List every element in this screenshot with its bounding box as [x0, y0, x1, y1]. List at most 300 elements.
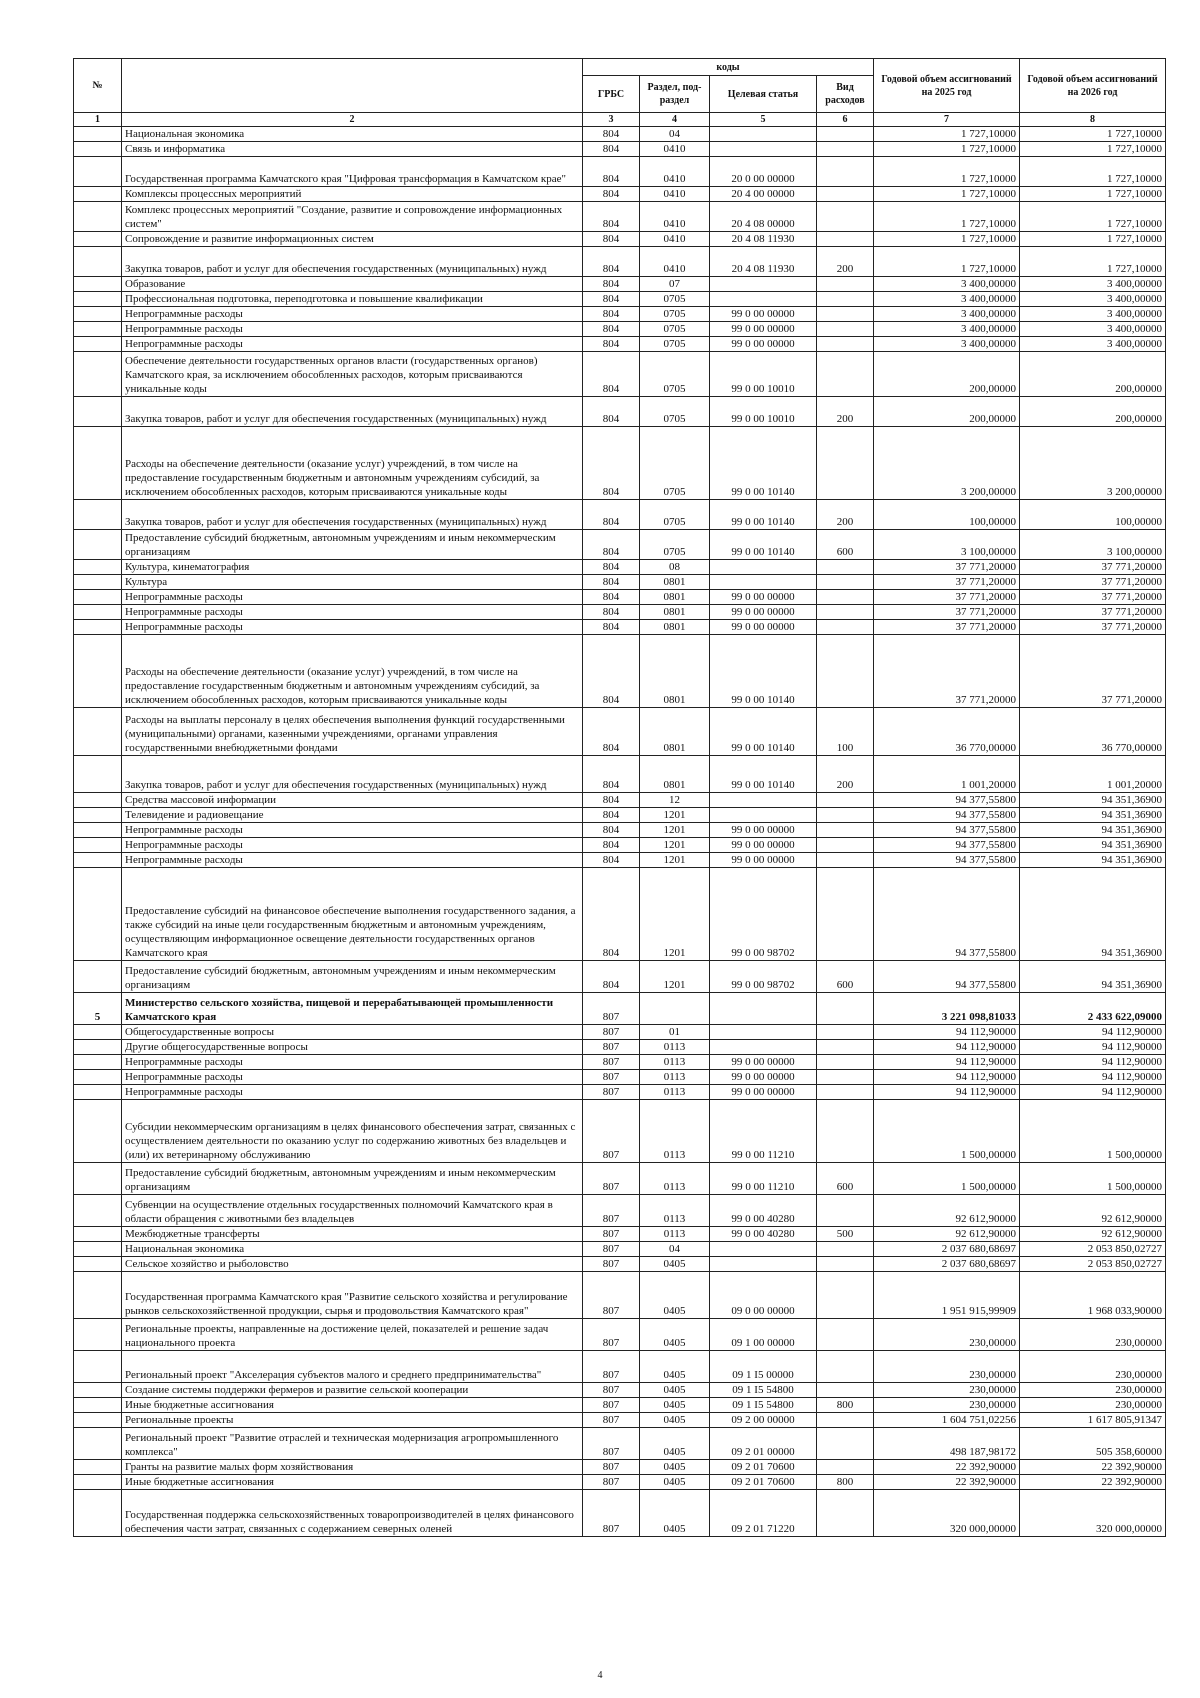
row-amount-2026: 2 053 850,02727 — [1020, 1257, 1166, 1272]
row-razdel: 0705 — [640, 292, 710, 307]
row-number — [74, 322, 122, 337]
table-row — [74, 620, 1166, 635]
row-name: Иные бюджетные ассигнования — [122, 1475, 583, 1490]
table-row — [74, 277, 1166, 292]
row-amount-2026: 1 727,10000 — [1020, 247, 1166, 277]
row-amount-2026: 2 053 850,02727 — [1020, 1242, 1166, 1257]
row-razdel: 1201 — [640, 868, 710, 961]
row-amount-2026: 1 727,10000 — [1020, 232, 1166, 247]
table-row — [74, 530, 1166, 560]
row-expense-type — [817, 322, 874, 337]
row-grbs: 804 — [583, 127, 640, 142]
table-row — [74, 352, 1166, 397]
row-number — [74, 808, 122, 823]
row-razdel: 01 — [640, 1025, 710, 1040]
col-number: 6 — [817, 113, 874, 127]
table-row — [74, 1383, 1166, 1398]
row-amount-2025: 3 400,00000 — [874, 292, 1020, 307]
row-name: Непрограммные расходы — [122, 307, 583, 322]
row-amount-2026: 94 351,36900 — [1020, 961, 1166, 993]
row-razdel: 1201 — [640, 961, 710, 993]
row-grbs: 807 — [583, 1490, 640, 1537]
row-amount-2026: 200,00000 — [1020, 352, 1166, 397]
row-amount-2026: 1 968 033,90000 — [1020, 1272, 1166, 1319]
row-expense-type: 800 — [817, 1398, 874, 1413]
row-amount-2025: 3 400,00000 — [874, 322, 1020, 337]
row-grbs: 804 — [583, 560, 640, 575]
row-grbs: 804 — [583, 530, 640, 560]
col-number: 3 — [583, 113, 640, 127]
row-number — [74, 1100, 122, 1163]
row-amount-2026: 505 358,60000 — [1020, 1428, 1166, 1460]
table-row — [74, 793, 1166, 808]
row-grbs: 804 — [583, 232, 640, 247]
row-grbs: 807 — [583, 1413, 640, 1428]
row-grbs: 804 — [583, 793, 640, 808]
row-razdel: 0705 — [640, 530, 710, 560]
row-name: Непрограммные расходы — [122, 1085, 583, 1100]
row-grbs: 807 — [583, 1070, 640, 1085]
row-name: Закупка товаров, работ и услуг для обеспечения государственных (муниципальных) нужд — [122, 247, 583, 277]
table-row — [74, 756, 1166, 793]
row-razdel: 0801 — [640, 620, 710, 635]
table-row — [74, 127, 1166, 142]
row-target — [710, 1242, 817, 1257]
row-grbs: 807 — [583, 1460, 640, 1475]
table-row — [74, 590, 1166, 605]
row-name: Государственная программа Камчатского края "Цифровая трансформация в Камчатском крае" — [122, 157, 583, 187]
row-grbs: 804 — [583, 277, 640, 292]
row-razdel: 08 — [640, 560, 710, 575]
row-name: Расходы на обеспечение деятельности (оказание услуг) учреждений, в том числе на предоставление государственным бюджетным и автономным учреждениям субсидий, за исключением обособленных расходов, которым присваиваются уникальные коды — [122, 635, 583, 708]
row-grbs: 807 — [583, 1319, 640, 1351]
row-expense-type — [817, 993, 874, 1025]
row-amount-2025: 200,00000 — [874, 397, 1020, 427]
row-target — [710, 142, 817, 157]
row-target — [710, 127, 817, 142]
row-number — [74, 575, 122, 590]
row-expense-type: 500 — [817, 1227, 874, 1242]
page-number: 4 — [597, 1670, 603, 1681]
row-name: Предоставление субсидий на финансовое обеспечение выполнения государственного задания, а также субсидий на иные цели государственным бюджетным и автономным учреждениям, осуществляющим информационное освещение деятельности государственных органов Камчатского края — [122, 868, 583, 961]
row-amount-2025: 94 377,55800 — [874, 793, 1020, 808]
row-razdel: 0405 — [640, 1428, 710, 1460]
row-grbs: 807 — [583, 1055, 640, 1070]
row-razdel: 0801 — [640, 756, 710, 793]
row-target: 99 0 00 00000 — [710, 590, 817, 605]
row-amount-2025: 1 727,10000 — [874, 202, 1020, 232]
row-name: Межбюджетные трансферты — [122, 1227, 583, 1242]
row-amount-2026: 100,00000 — [1020, 500, 1166, 530]
row-number — [74, 635, 122, 708]
row-expense-type — [817, 590, 874, 605]
row-number — [74, 397, 122, 427]
row-amount-2026: 320 000,00000 — [1020, 1490, 1166, 1537]
row-razdel: 12 — [640, 793, 710, 808]
row-number — [74, 1475, 122, 1490]
row-amount-2026: 94 112,90000 — [1020, 1025, 1166, 1040]
row-amount-2026: 94 112,90000 — [1020, 1070, 1166, 1085]
row-amount-2026: 3 400,00000 — [1020, 307, 1166, 322]
row-expense-type — [817, 1100, 874, 1163]
table-row — [74, 838, 1166, 853]
row-target — [710, 793, 817, 808]
row-grbs: 804 — [583, 397, 640, 427]
row-razdel — [640, 993, 710, 1025]
row-amount-2026: 92 612,90000 — [1020, 1195, 1166, 1227]
row-name: Государственная поддержка сельскохозяйственных товаропроизводителей в целях финансового обеспечения части затрат, связанных с содержанием северных оленей — [122, 1490, 583, 1537]
row-expense-type — [817, 1070, 874, 1085]
row-amount-2025: 2 037 680,68697 — [874, 1257, 1020, 1272]
table-body — [74, 127, 1166, 1537]
row-name: Министерство сельского хозяйства, пищевой и перерабатывающей промышленности Камчатского края — [122, 993, 583, 1025]
row-target: 99 0 00 00000 — [710, 1070, 817, 1085]
row-name: Непрограммные расходы — [122, 590, 583, 605]
row-razdel: 04 — [640, 127, 710, 142]
row-amount-2026: 3 400,00000 — [1020, 277, 1166, 292]
row-razdel: 0705 — [640, 500, 710, 530]
row-grbs: 807 — [583, 1351, 640, 1383]
row-target: 99 0 00 00000 — [710, 1055, 817, 1070]
row-amount-2026: 230,00000 — [1020, 1383, 1166, 1398]
row-amount-2025: 3 221 098,81033 — [874, 993, 1020, 1025]
row-amount-2025: 94 112,90000 — [874, 1040, 1020, 1055]
table-row — [74, 202, 1166, 232]
table-row — [74, 708, 1166, 756]
row-name: Региональные проекты — [122, 1413, 583, 1428]
row-amount-2025: 37 771,20000 — [874, 575, 1020, 590]
row-number — [74, 1070, 122, 1085]
row-expense-type — [817, 1055, 874, 1070]
row-amount-2025: 1 727,10000 — [874, 187, 1020, 202]
table-row — [74, 635, 1166, 708]
row-grbs: 804 — [583, 605, 640, 620]
row-target — [710, 1040, 817, 1055]
row-amount-2025: 1 604 751,02256 — [874, 1413, 1020, 1428]
row-expense-type: 100 — [817, 708, 874, 756]
table-row — [74, 1475, 1166, 1490]
row-amount-2025: 1 500,00000 — [874, 1100, 1020, 1163]
row-amount-2026: 1 727,10000 — [1020, 157, 1166, 187]
row-expense-type — [817, 352, 874, 397]
row-name: Закупка товаров, работ и услуг для обеспечения государственных (муниципальных) нужд — [122, 756, 583, 793]
row-razdel: 1201 — [640, 823, 710, 838]
row-number — [74, 1055, 122, 1070]
table-row — [74, 1040, 1166, 1055]
row-razdel: 0801 — [640, 605, 710, 620]
row-target — [710, 993, 817, 1025]
row-number — [74, 1040, 122, 1055]
row-amount-2025: 94 377,55800 — [874, 853, 1020, 868]
row-expense-type: 600 — [817, 961, 874, 993]
row-amount-2025: 37 771,20000 — [874, 560, 1020, 575]
row-razdel: 0405 — [640, 1475, 710, 1490]
row-amount-2026: 22 392,90000 — [1020, 1475, 1166, 1490]
row-name: Закупка товаров, работ и услуг для обеспечения государственных (муниципальных) нужд — [122, 500, 583, 530]
row-grbs: 807 — [583, 1398, 640, 1413]
col-header-grbs: ГРБС — [583, 76, 640, 113]
row-grbs: 804 — [583, 853, 640, 868]
row-amount-2025: 3 100,00000 — [874, 530, 1020, 560]
row-razdel: 0113 — [640, 1040, 710, 1055]
row-grbs: 804 — [583, 187, 640, 202]
row-name: Непрограммные расходы — [122, 853, 583, 868]
row-expense-type — [817, 427, 874, 500]
row-amount-2025: 1 727,10000 — [874, 127, 1020, 142]
row-number — [74, 232, 122, 247]
row-razdel: 0113 — [640, 1163, 710, 1195]
row-amount-2026: 1 617 805,91347 — [1020, 1413, 1166, 1428]
row-grbs: 807 — [583, 1475, 640, 1490]
row-number — [74, 1460, 122, 1475]
row-grbs: 804 — [583, 157, 640, 187]
row-target: 99 0 00 40280 — [710, 1195, 817, 1227]
row-amount-2025: 200,00000 — [874, 352, 1020, 397]
row-amount-2025: 1 001,20000 — [874, 756, 1020, 793]
row-target: 99 0 00 00000 — [710, 853, 817, 868]
row-amount-2025: 230,00000 — [874, 1351, 1020, 1383]
row-razdel: 0405 — [640, 1460, 710, 1475]
table-row — [74, 1428, 1166, 1460]
row-expense-type — [817, 1383, 874, 1398]
table-row — [74, 337, 1166, 352]
row-target: 99 0 00 00000 — [710, 322, 817, 337]
table-header — [74, 59, 1166, 127]
row-razdel: 0405 — [640, 1272, 710, 1319]
row-amount-2026: 1 727,10000 — [1020, 202, 1166, 232]
row-razdel: 0405 — [640, 1413, 710, 1428]
row-amount-2025: 94 377,55800 — [874, 868, 1020, 961]
row-amount-2026: 1 727,10000 — [1020, 187, 1166, 202]
row-grbs: 804 — [583, 620, 640, 635]
row-amount-2026: 37 771,20000 — [1020, 590, 1166, 605]
row-amount-2025: 1 500,00000 — [874, 1163, 1020, 1195]
table-row — [74, 187, 1166, 202]
row-name: Сельское хозяйство и рыболовство — [122, 1257, 583, 1272]
row-amount-2026: 230,00000 — [1020, 1398, 1166, 1413]
row-razdel: 0410 — [640, 157, 710, 187]
row-number — [74, 202, 122, 232]
row-number — [74, 157, 122, 187]
row-target: 09 1 00 00000 — [710, 1319, 817, 1351]
row-target — [710, 808, 817, 823]
row-expense-type — [817, 823, 874, 838]
row-target: 09 2 01 00000 — [710, 1428, 817, 1460]
row-target: 09 2 00 00000 — [710, 1413, 817, 1428]
row-target: 20 4 00 00000 — [710, 187, 817, 202]
row-grbs: 804 — [583, 823, 640, 838]
row-amount-2026: 3 200,00000 — [1020, 427, 1166, 500]
table-row — [74, 1413, 1166, 1428]
row-name: Расходы на обеспечение деятельности (оказание услуг) учреждений, в том числе на предоставление государственным бюджетным и автономным учреждениям субсидий, за исключением обособленных расходов, которым присваиваются уникальные коды — [122, 427, 583, 500]
table-row — [74, 605, 1166, 620]
row-number — [74, 307, 122, 322]
row-name: Непрограммные расходы — [122, 1070, 583, 1085]
row-target: 09 0 00 00000 — [710, 1272, 817, 1319]
row-number — [74, 1227, 122, 1242]
row-amount-2025: 3 200,00000 — [874, 427, 1020, 500]
row-number — [74, 1319, 122, 1351]
row-amount-2025: 1 727,10000 — [874, 232, 1020, 247]
table-row — [74, 1025, 1166, 1040]
row-amount-2026: 37 771,20000 — [1020, 620, 1166, 635]
row-target — [710, 560, 817, 575]
row-expense-type — [817, 635, 874, 708]
row-razdel: 0705 — [640, 397, 710, 427]
table-row — [74, 823, 1166, 838]
row-name: Региональный проект "Акселерация субъектов малого и среднего предпринимательства" — [122, 1351, 583, 1383]
row-razdel: 0410 — [640, 187, 710, 202]
row-grbs: 807 — [583, 1085, 640, 1100]
table-row — [74, 247, 1166, 277]
row-number: 5 — [74, 993, 122, 1025]
row-razdel: 1201 — [640, 838, 710, 853]
row-target: 09 1 I5 54800 — [710, 1383, 817, 1398]
row-amount-2026: 94 112,90000 — [1020, 1040, 1166, 1055]
row-amount-2025: 36 770,00000 — [874, 708, 1020, 756]
row-name: Создание системы поддержки фермеров и развитие сельской кооперации — [122, 1383, 583, 1398]
row-razdel: 0405 — [640, 1490, 710, 1537]
row-expense-type: 600 — [817, 1163, 874, 1195]
table-row — [74, 1242, 1166, 1257]
row-razdel: 0113 — [640, 1195, 710, 1227]
row-expense-type — [817, 868, 874, 961]
row-grbs: 804 — [583, 337, 640, 352]
row-expense-type — [817, 232, 874, 247]
row-amount-2025: 37 771,20000 — [874, 635, 1020, 708]
row-grbs: 804 — [583, 322, 640, 337]
row-expense-type — [817, 853, 874, 868]
row-name: Комплекс процессных мероприятий "Создание, развитие и сопровождение информационных систем" — [122, 202, 583, 232]
row-number — [74, 961, 122, 993]
row-target — [710, 292, 817, 307]
table-row — [74, 808, 1166, 823]
row-expense-type — [817, 620, 874, 635]
row-amount-2026: 3 400,00000 — [1020, 292, 1166, 307]
row-amount-2026: 200,00000 — [1020, 397, 1166, 427]
row-name: Телевидение и радиовещание — [122, 808, 583, 823]
table-row — [74, 1195, 1166, 1227]
row-target: 99 0 00 10140 — [710, 708, 817, 756]
row-razdel: 1201 — [640, 853, 710, 868]
table-row — [74, 307, 1166, 322]
table-row — [74, 575, 1166, 590]
row-target: 99 0 00 10010 — [710, 352, 817, 397]
row-number — [74, 838, 122, 853]
row-target: 99 0 00 98702 — [710, 961, 817, 993]
row-expense-type — [817, 808, 874, 823]
row-name: Закупка товаров, работ и услуг для обеспечения государственных (муниципальных) нужд — [122, 397, 583, 427]
row-number — [74, 1257, 122, 1272]
row-amount-2026: 94 351,36900 — [1020, 808, 1166, 823]
col-header-2026: Годовой объем ассигнований на 2026 год — [1020, 59, 1166, 113]
row-expense-type — [817, 277, 874, 292]
row-number — [74, 1351, 122, 1383]
row-amount-2025: 94 377,55800 — [874, 961, 1020, 993]
table-row — [74, 1398, 1166, 1413]
table-row — [74, 292, 1166, 307]
row-razdel: 0405 — [640, 1319, 710, 1351]
row-name: Непрограммные расходы — [122, 1055, 583, 1070]
row-target: 99 0 00 00000 — [710, 1085, 817, 1100]
row-name: Расходы на выплаты персоналу в целях обеспечения выполнения функций государственными (муниципальными) органами, казенными учреждениями, органами управления государственными внебюджетными фондами — [122, 708, 583, 756]
row-target: 99 0 00 10140 — [710, 530, 817, 560]
row-number — [74, 1490, 122, 1537]
row-target: 99 0 00 11210 — [710, 1100, 817, 1163]
row-amount-2025: 22 392,90000 — [874, 1460, 1020, 1475]
table-row — [74, 993, 1166, 1025]
row-amount-2025: 3 400,00000 — [874, 277, 1020, 292]
row-razdel: 0113 — [640, 1070, 710, 1085]
row-name: Непрограммные расходы — [122, 322, 583, 337]
table-row — [74, 1070, 1166, 1085]
row-target: 99 0 00 10140 — [710, 427, 817, 500]
row-number — [74, 620, 122, 635]
row-amount-2025: 3 400,00000 — [874, 307, 1020, 322]
row-number — [74, 247, 122, 277]
col-header-2025: Годовой объем ассигнований на 2025 год — [874, 59, 1020, 113]
row-expense-type: 200 — [817, 247, 874, 277]
row-expense-type — [817, 560, 874, 575]
row-target: 99 0 00 00000 — [710, 307, 817, 322]
row-grbs: 807 — [583, 1163, 640, 1195]
row-amount-2026: 94 351,36900 — [1020, 823, 1166, 838]
row-name: Непрограммные расходы — [122, 337, 583, 352]
col-header-razdel: Раздел, под-раздел — [640, 76, 710, 113]
row-number — [74, 868, 122, 961]
table-row — [74, 1490, 1166, 1537]
row-name: Непрограммные расходы — [122, 620, 583, 635]
table-row — [74, 560, 1166, 575]
row-amount-2025: 320 000,00000 — [874, 1490, 1020, 1537]
row-grbs: 807 — [583, 1428, 640, 1460]
row-name: Средства массовой информации — [122, 793, 583, 808]
row-target: 99 0 00 00000 — [710, 605, 817, 620]
row-amount-2026: 3 400,00000 — [1020, 322, 1166, 337]
row-number — [74, 352, 122, 397]
row-number — [74, 530, 122, 560]
row-target: 20 4 08 11930 — [710, 247, 817, 277]
row-name: Культура — [122, 575, 583, 590]
row-number — [74, 1085, 122, 1100]
row-target — [710, 277, 817, 292]
row-expense-type — [817, 1460, 874, 1475]
table-row — [74, 853, 1166, 868]
row-amount-2025: 1 727,10000 — [874, 157, 1020, 187]
row-name: Образование — [122, 277, 583, 292]
row-grbs: 804 — [583, 708, 640, 756]
table-row — [74, 232, 1166, 247]
row-name: Субвенции на осуществление отдельных государственных полномочий Камчатского края в области обращения с животными без владельцев — [122, 1195, 583, 1227]
row-razdel: 0113 — [640, 1085, 710, 1100]
table-row — [74, 157, 1166, 187]
row-expense-type — [817, 1242, 874, 1257]
row-amount-2025: 230,00000 — [874, 1398, 1020, 1413]
row-expense-type — [817, 1319, 874, 1351]
row-amount-2025: 92 612,90000 — [874, 1195, 1020, 1227]
budget-table — [73, 58, 1166, 1537]
row-expense-type — [817, 307, 874, 322]
row-grbs: 804 — [583, 292, 640, 307]
row-number — [74, 1383, 122, 1398]
row-razdel: 0801 — [640, 590, 710, 605]
row-target: 99 0 00 11210 — [710, 1163, 817, 1195]
col-header-no: № — [74, 59, 122, 113]
row-amount-2025: 22 392,90000 — [874, 1475, 1020, 1490]
row-number — [74, 756, 122, 793]
row-razdel: 0705 — [640, 337, 710, 352]
row-expense-type: 800 — [817, 1475, 874, 1490]
